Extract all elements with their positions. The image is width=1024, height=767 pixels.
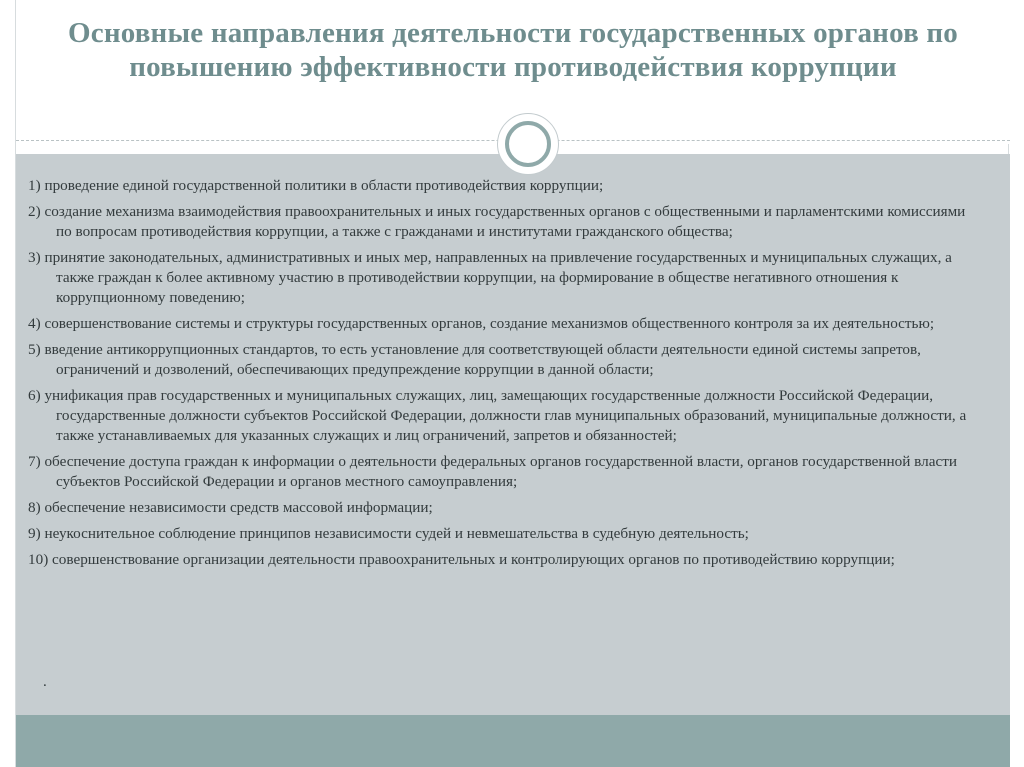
circle-ornament-icon [497,113,559,175]
list-item: 6) унификация прав государственных и муниципальных служащих, лиц, замещающих государственные должности Российской Федерации, государственные должности субъектов Российской Федерации, должности глав муниципальных образований, муниципальные должности, а также устанавливаемых для указанных служащих и лиц ограничений, запретов и обязанностей; [28,387,967,444]
list-item: 3) принятие законодательных, административных и иных мер, направленных на привлечение государственных и муниципальных служащих, а также граждан к более активному участию в противодействии коррупции, на формирование в обществе негативного отношения к коррупционному поведению; [28,249,952,306]
list-item: 7) обеспечение доступа граждан к информации о деятельности федеральных органов государственной власти, органов государственной власти субъектов Российской Федерации и органов местного самоуправления; [28,453,957,490]
list-item: 2) создание механизма взаимодействия правоохранительных и иных государственных органов с общественными и парламентскими комиссиями по вопросам противодействия коррупции, а также с гражданами и институтами гражданского общества; [28,203,966,240]
directions-list [28,176,978,576]
list-item: 8) обеспечение независимости средств массовой информации; [28,499,433,516]
bottom-bar [16,715,1010,767]
trailing-mark: . [43,674,47,690]
list-item: 4) совершенствование системы и структуры государственных органов, создание механизмов общественного контроля за их деятельностью; [28,315,935,332]
list-item: 5) введение антикоррупционных стандартов, то есть установление для соответствующей области деятельности единой системы запретов, ограничений и дозволений, обеспечивающих предупреждение коррупции в данной области; [28,341,921,378]
list-item: 1) проведение единой государственной политики в области противодействия коррупции; [28,177,604,194]
ring-icon [505,121,551,167]
list-item: 10) совершенствование организации деятельности правоохранительных и контролирующих органов по противодействию коррупции; [28,551,895,568]
list-item: 9) неукоснительное соблюдение принципов независимости судей и невмешательства в судебную деятельность; [28,525,749,542]
slide-title: Основные направления деятельности государственных органов по повышению эффективности противодействия коррупции [67,17,958,83]
